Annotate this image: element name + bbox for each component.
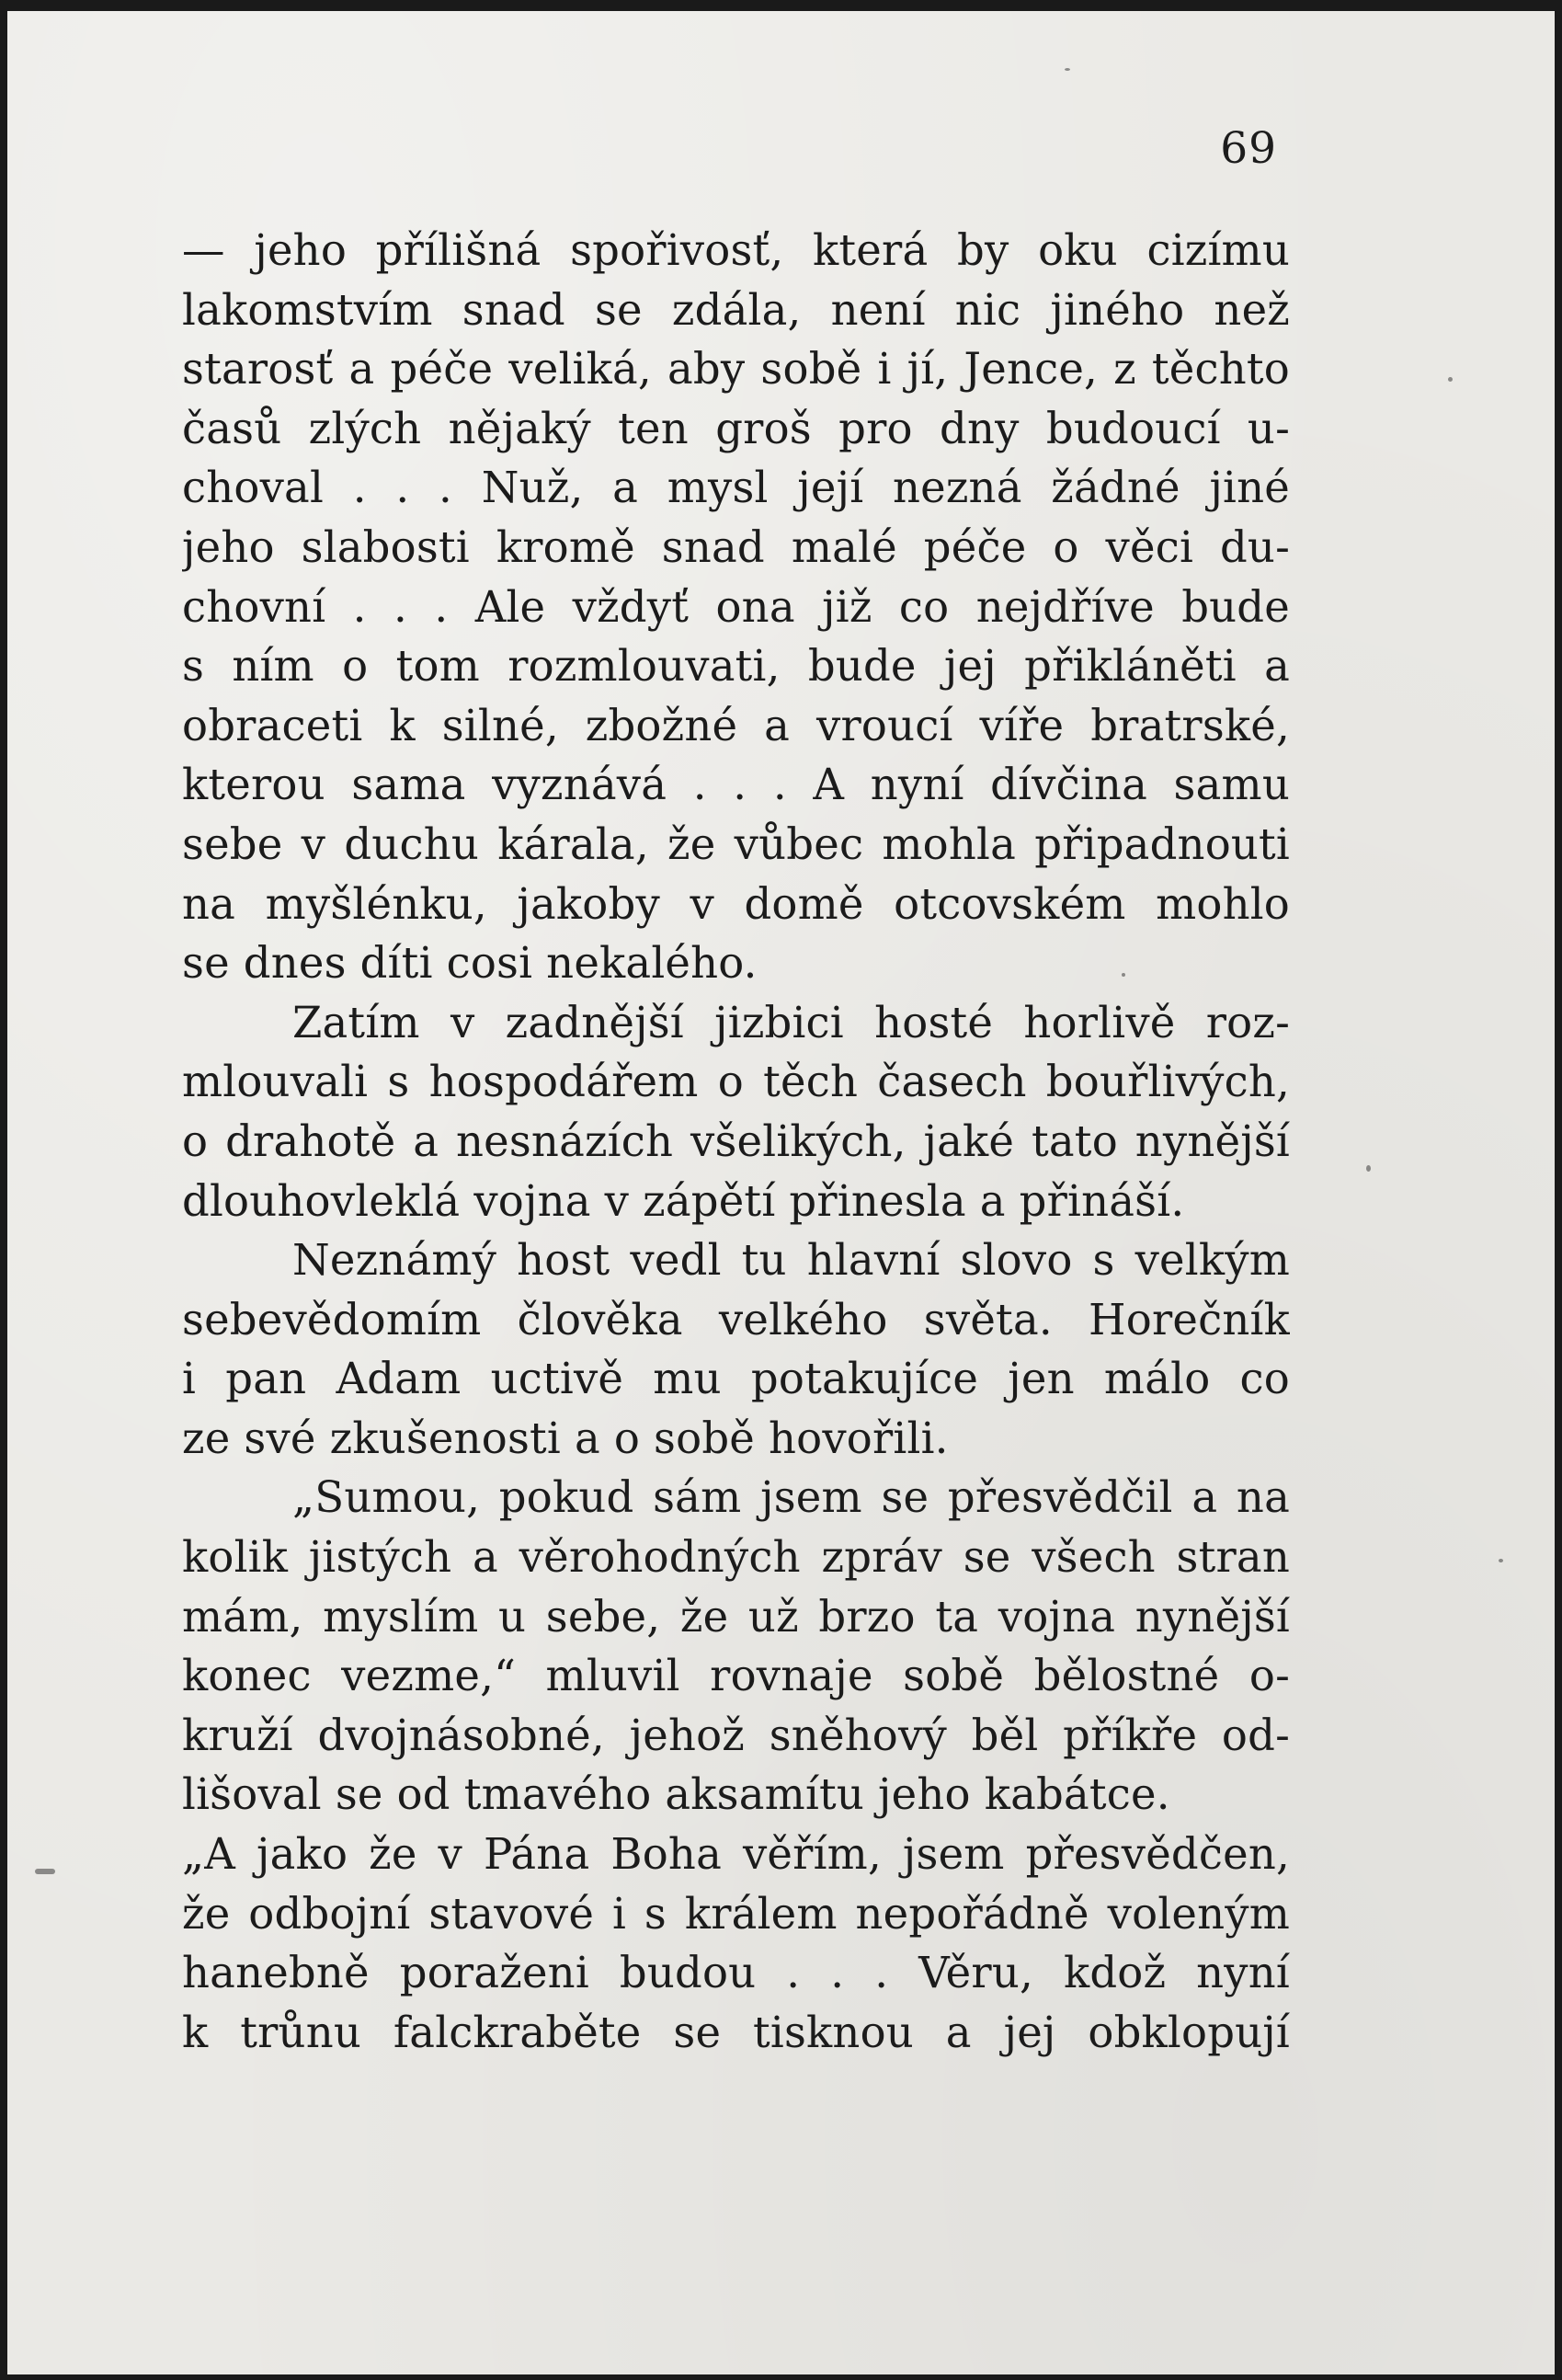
text-line: chovní . . . Ale vždyť ona již co nejdříve bude — [182, 581, 1290, 632]
paragraph-end-line: dlouhovleklá vojna v zápětí přinesla a přináší. — [182, 1175, 1185, 1226]
scan-speck — [1366, 1165, 1371, 1172]
scan-speck — [1065, 68, 1070, 71]
paragraph-start-line: Neznámý host vedl tu hlavní slovo s velkým — [292, 1235, 1290, 1286]
text-line: „A jako že v Pána Boha věřím, jsem přesvědčen, — [182, 1829, 1290, 1880]
scan-speck — [1448, 377, 1453, 382]
text-line: kruží dvojnásobné, jehož sněhový běl příkře od- — [182, 1710, 1290, 1760]
text-line: že odbojní stavové i s králem nepořádně voleným — [182, 1888, 1290, 1939]
text-line: jeho slabosti kromě snad malé péče o věci du- — [182, 521, 1290, 572]
paragraph-end-line: se dnes díti cosi nekalého. — [182, 938, 758, 989]
text-line: časů zlých nějaký ten groš pro dny budoucí u- — [182, 403, 1290, 453]
text-line: mám, myslím u sebe, že už brzo ta vojna nynější — [182, 1591, 1290, 1642]
text-line: k trůnu falckraběte se tisknou a jej obklopují — [182, 2007, 1290, 2057]
text-line: lakomstvím snad se zdála, není nic jiného než — [182, 284, 1290, 335]
text-line: sebevědomím člověka velkého světa. Horečník — [182, 1294, 1290, 1344]
text-line: obraceti k silné, zbožné a vroucí víře bratrské, — [182, 700, 1290, 750]
scan-speck — [1122, 973, 1125, 977]
scanned-page — [7, 11, 1555, 2374]
text-line: mlouvali s hospodářem o těch časech bouřlivých, — [182, 1057, 1290, 1107]
paragraph-end-line: lišoval se od tmavého aksamítu jeho kabátce. — [182, 1769, 1170, 1820]
paragraph-end-line: ze své zkušenosti a o sobě hovořili. — [182, 1413, 949, 1463]
text-line: konec vezme,“ mluvil rovnaje sobě bělostné o- — [182, 1651, 1290, 1701]
text-line: hanebně poraženi budou . . . Věru, kdož nyní — [182, 1948, 1290, 1998]
text-line: choval . . . Nuž, a mysl její nezná žádné jiné — [182, 463, 1290, 513]
scan-speck — [35, 1869, 55, 1874]
text-line: sebe v duchu kárala, že vůbec mohla připadnouti — [182, 818, 1290, 869]
text-line: i pan Adam uctivě mu potakujíce jen málo co — [182, 1354, 1290, 1404]
text-line: s ním o tom rozmlouvati, bude jej přikláněti a — [182, 641, 1290, 692]
body-text — [182, 221, 1290, 2062]
paragraph-start-line: Zatím v zadnější jizbici hosté horlivě roz- — [292, 997, 1290, 1047]
scan-speck — [1499, 1559, 1503, 1562]
text-line: kolik jistých a věrohodných zpráv se všech stran — [182, 1532, 1290, 1583]
paragraph-start-line: „Sumou, pokud sám jsem se přesvědčil a na — [292, 1472, 1290, 1523]
text-line: na myšlénku, jakoby v domě otcovském mohlo — [182, 878, 1290, 929]
page-number: 69 — [1220, 123, 1277, 174]
text-line: o drahotě a nesnázích všelikých, jaké tato nynější — [182, 1116, 1290, 1166]
text-line: starosť a péče veliká, aby sobě i jí, Jence, z těchto — [182, 344, 1290, 395]
text-line: kterou sama vyznává . . . A nyní dívčina samu — [182, 760, 1290, 810]
text-line: — jeho přílišná spořivosť, která by oku cizímu — [182, 225, 1290, 275]
